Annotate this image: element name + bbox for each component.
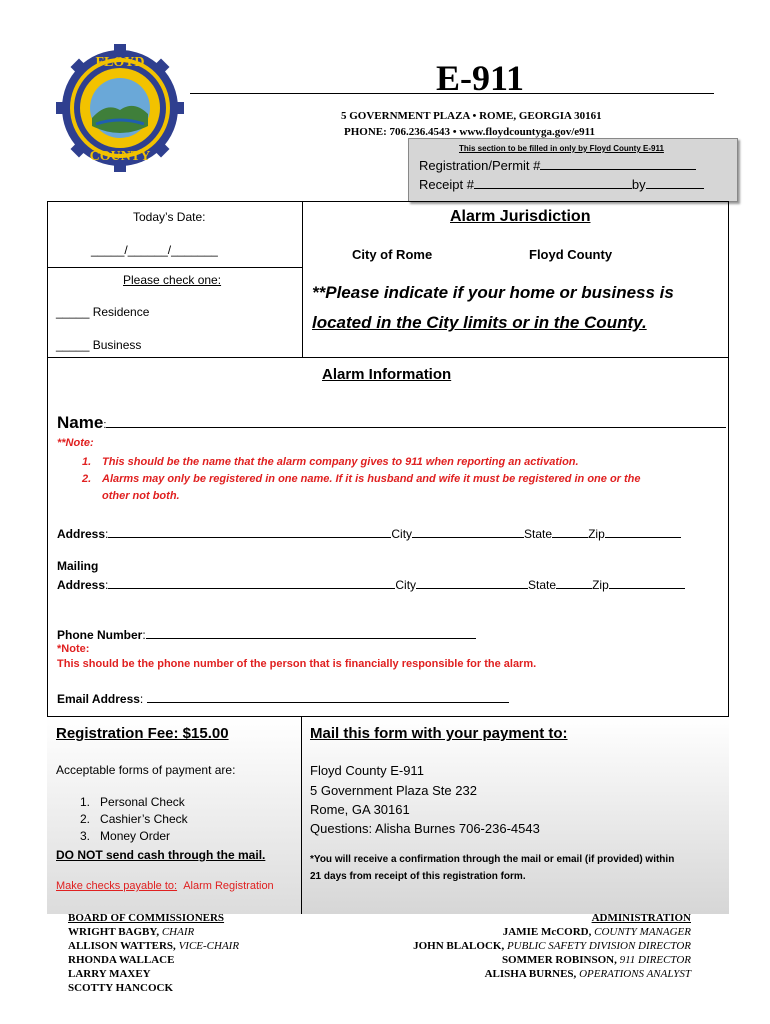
note-item-1: This should be the name that the alarm company gives to 911 when reporting an activation. xyxy=(102,456,579,468)
admin-member: JOHN BLALOCK, PUBLIC SAFETY DIVISION DIRECTOR xyxy=(413,940,691,952)
seal-bottom-text: COUNTY xyxy=(89,149,151,164)
confirmation-note-2: 21 days from receipt of this registration form. xyxy=(310,871,526,882)
form-title: E-911 xyxy=(436,58,525,98)
admin-member: JAMIE McCORD, COUNTY MANAGER xyxy=(502,926,691,938)
mail-address-2: 5 Government Plaza Ste 232 xyxy=(310,783,477,798)
admin-member: ALISHA BURNES, OPERATIONS ANALYST xyxy=(484,968,691,980)
residence-option[interactable]: _____ Residence xyxy=(56,305,150,319)
alarm-info-title: Alarm Information xyxy=(322,366,452,383)
by-label: by xyxy=(631,177,646,192)
todays-date-label: Today’s Date: xyxy=(133,210,206,224)
payment-intro: Acceptable forms of payment are: xyxy=(56,763,236,777)
address-row[interactable]: Address: City State Zip xyxy=(57,525,681,541)
jurisdiction-title: Alarm Jurisdiction xyxy=(450,208,591,225)
questions-contact: Questions: Alisha Burnes 706-236-4543 xyxy=(310,821,540,836)
name-label: Name xyxy=(57,413,104,432)
email-label: Email Address xyxy=(57,692,140,706)
payable-label: Make checks payable to: xyxy=(56,880,178,892)
board-of-commissioners xyxy=(68,911,239,995)
note-heading: **Note: xyxy=(57,437,94,449)
payable-to xyxy=(56,880,274,892)
address-label: Address xyxy=(57,527,106,541)
zip-label: Zip xyxy=(588,527,605,541)
board-member: LARRY MAXEY xyxy=(68,968,151,980)
receipt-label: Receipt # xyxy=(419,177,474,192)
registration-label: Registration/Permit # xyxy=(419,158,541,173)
date-cell xyxy=(47,201,303,268)
note-item-2-cont: other not both. xyxy=(102,490,180,502)
mailing-address-row[interactable]: Address: City State Zip xyxy=(57,576,685,592)
office-use-box xyxy=(408,138,738,202)
city-of-rome-option[interactable]: City of Rome xyxy=(352,247,433,262)
residence-type-cell xyxy=(47,268,303,357)
phone-number-field[interactable]: Phone Number: xyxy=(57,626,476,642)
mail-address-3: Rome, GA 30161 xyxy=(310,802,410,817)
mailing-label: Mailing xyxy=(57,559,99,573)
mailing-city-label: City xyxy=(395,578,417,592)
admin-title: ADMINISTRATION xyxy=(591,912,691,924)
mail-title: Mail this form with your payment to: xyxy=(310,725,568,742)
mailing-address-label: Address xyxy=(57,578,106,592)
phone-note-heading: *Note: xyxy=(57,643,90,655)
section-divider xyxy=(47,357,729,358)
note-item-2: Alarms may only be registered in one name. If it is husband and wife it must be registered in one or the xyxy=(102,473,641,485)
date-input[interactable]: _____/______/_______ xyxy=(91,243,218,257)
email-field[interactable]: Email Address: xyxy=(57,690,509,706)
payable-value: Alarm Registration xyxy=(183,880,274,892)
no-cash-warning: DO NOT send cash through the mail. xyxy=(56,848,266,862)
phone-label: Phone Number xyxy=(57,628,143,642)
payment-method-1: 1. Personal Check xyxy=(80,795,185,809)
office-phone: PHONE: 706.236.4543 • www.floydcountyga.gov/e911 xyxy=(344,126,596,138)
fee-panel xyxy=(47,716,302,914)
mailing-zip-label: Zip xyxy=(592,578,609,592)
jurisdiction-notice-line1: **Please indicate if your home or business is xyxy=(312,283,674,302)
jurisdiction-notice-line2: located in the City limits or in the County. xyxy=(312,313,647,332)
city-label: City xyxy=(391,527,413,541)
note-num-2: 2. xyxy=(82,473,92,485)
administration xyxy=(413,911,691,981)
state-label: State xyxy=(524,527,553,541)
county-seal xyxy=(56,44,184,172)
payment-method-3: 3. Money Order xyxy=(80,829,171,843)
registration-permit-field[interactable] xyxy=(419,157,696,173)
board-member: ALLISON WATTERS, VICE-CHAIR xyxy=(68,940,240,952)
office-use-note: This section to be filled in only by Floyd County E-911 xyxy=(459,144,664,153)
business-option[interactable]: _____ Business xyxy=(56,338,142,352)
mail-address-1: Floyd County E-911 xyxy=(310,763,424,778)
mail-panel xyxy=(302,716,729,914)
payment-method-2: 2. Cashier’s Check xyxy=(80,812,188,826)
note-num-1: 1. xyxy=(82,456,92,468)
seal-top-text: FLOYD xyxy=(95,55,145,70)
board-title: BOARD OF COMMISSIONERS xyxy=(68,912,225,924)
phone-note: This should be the phone number of the person that is financially responsible for the alarm. xyxy=(57,658,537,670)
name-field[interactable]: Name: xyxy=(57,413,726,433)
board-member: RHONDA WALLACE xyxy=(68,954,175,966)
office-address: 5 GOVERNMENT PLAZA • ROME, GEORGIA 30161 xyxy=(341,110,602,122)
please-check-label: Please check one: xyxy=(123,273,222,287)
receipt-field[interactable] xyxy=(419,176,704,192)
board-member: SCOTTY HANCOCK xyxy=(68,982,174,994)
admin-member: SOMMER ROBINSON, 911 DIRECTOR xyxy=(501,954,691,966)
registration-fee-title: Registration Fee: $15.00 xyxy=(56,725,229,742)
mailing-state-label: State xyxy=(528,578,557,592)
floyd-county-option[interactable]: Floyd County xyxy=(529,247,613,262)
confirmation-note-1: *You will receive a confirmation through the mail or email (if provided) within xyxy=(310,854,675,865)
title-rule xyxy=(190,93,714,94)
board-member: WRIGHT BAGBY, CHAIR xyxy=(68,926,195,938)
